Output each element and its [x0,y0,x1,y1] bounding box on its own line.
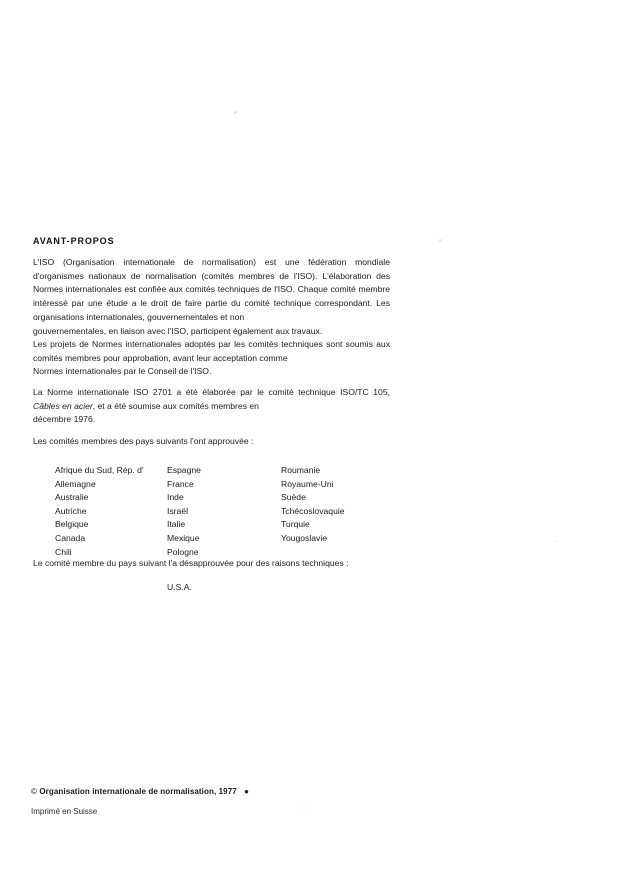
country-item: France [167,478,194,489]
paragraph-last-line: gouvernementales, en liaison avec l'ISO, participent également aux travaux. [33,325,323,336]
disapproval-intro-text: Le comité membre du pays suivant l'a désapprouvée pour des raisons techniques : [33,558,349,568]
disapproving-country-item: U.S.A. [167,582,192,592]
footer-copyright [31,787,249,796]
paragraph-standard-origin [33,386,390,427]
approval-intro-text: Les comités membres des pays suivants l'ont approuvée : [33,436,254,446]
paragraph-last-line: Normes internationales par le Conseil de l'ISO. [33,366,212,377]
country-item: Allemagne [55,478,96,489]
country-item: Pologne [167,546,199,557]
paragraph-last-line: décembre 1976. [33,414,96,425]
country-column-3 [281,464,345,546]
scan-speck-icon [556,540,558,542]
country-item: Italie [167,519,186,530]
country-item: Roumanie [281,465,321,475]
country-column-2 [167,464,201,559]
country-item: Afrique du Sud, Rép. d' [55,465,144,475]
country-item: Turquie [281,519,310,530]
country-item: Espagne [167,465,201,475]
country-column-1 [55,464,144,559]
footer-printed-in: Imprimé en Suisse [31,807,98,816]
copyright-icon: © [31,787,37,796]
country-item: Tchécoslovaquie [281,505,345,516]
paragraph-text: Les projets de Normes internationales adoptés par les comités techniques sont soumis aux comités membres pour approbation, avant leur acceptation comme [33,339,390,363]
country-item: Australie [55,492,89,503]
country-item: Mexique [167,532,200,543]
country-item: Yougoslavie [281,532,328,543]
paragraph-text: L'ISO (Organisation internationale de normalisation) est une fédération mondiale d'organismes nationaux de normalisation (comités membres de l'ISO). L'élaboration des Normes internationales est confiée aux comités techniques de l'ISO. Chaque comité membre intéressé par une étude a le droit de faire partie du comité technique correspondant. Les organisations internationales, gouvernementales et non [33,257,390,322]
country-item: Chili [55,546,72,557]
scan-speck-icon [234,111,237,114]
page-title: AVANT-PROPOS [33,236,115,246]
paragraph-draft-approval [33,338,390,379]
end-mark-icon: ● [244,787,250,796]
scan-speck-icon [303,807,305,809]
scan-speck-icon [439,239,442,242]
paragraph-text [33,386,390,413]
country-item: Royaume-Uni [281,478,334,489]
standard-origin-after-italic: , et a été soumise aux comités membres en [92,400,259,411]
standard-title-italic: Câbles en acier [33,400,93,411]
country-item: Suède [281,492,306,503]
country-item: Israël [167,505,189,516]
country-item: Canada [55,532,86,543]
copyright-text: Organisation internationale de normalisation, 1977 [39,787,237,796]
standard-origin-before-italic: La Norme internationale ISO 2701 a été élaborée par le comité technique ISO/TC 105, [33,387,390,397]
country-item: Autriche [55,505,87,516]
paragraph-foreword-intro [33,256,390,338]
country-item: Inde [167,492,184,503]
country-item: Belgique [55,519,89,530]
